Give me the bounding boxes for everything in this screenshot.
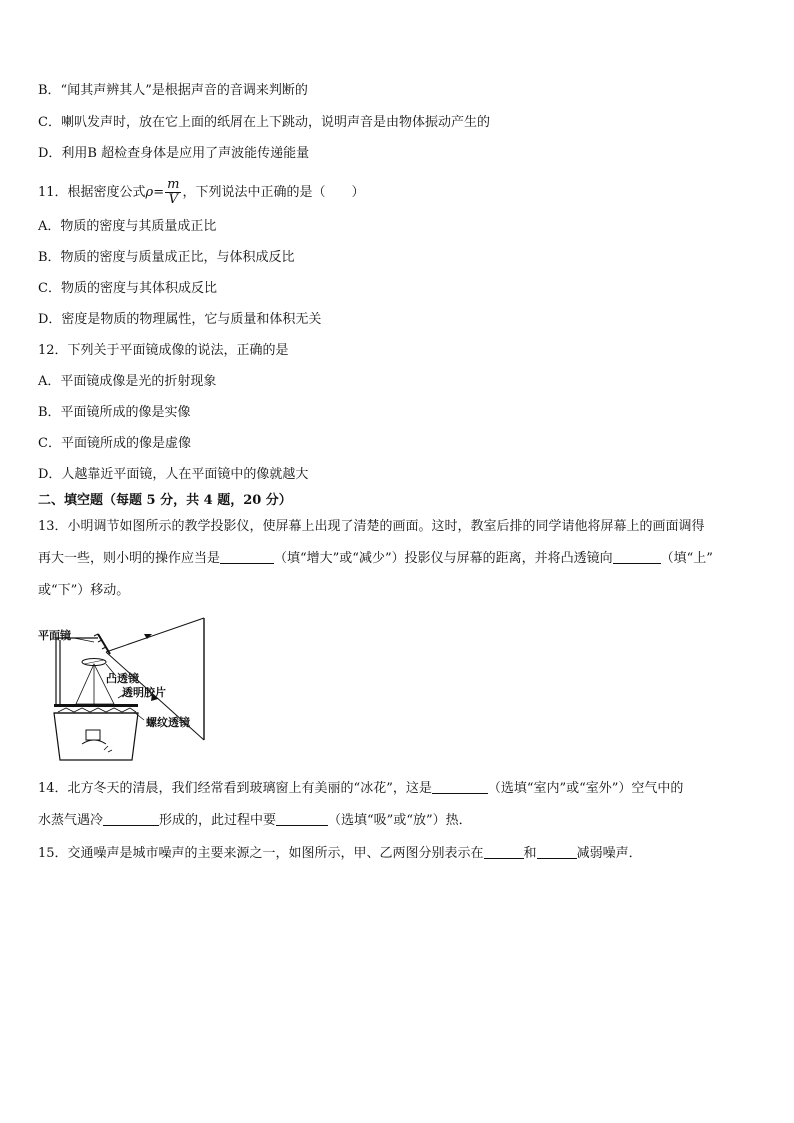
density-symbol: ρ <box>145 185 154 200</box>
q11-prefix: 11．根据密度公式 <box>38 185 146 200</box>
q12-option-a: A．平面镜成像是光的折射现象 <box>38 374 217 389</box>
q13-text-b: （填“增大”或“减少”）投影仪与屏幕的距离，并将凸透镜向 <box>274 551 613 566</box>
answer-blank[interactable] <box>103 813 159 826</box>
ray-top <box>106 618 204 652</box>
q11-option-b: B．物质的密度与质量成正比，与体积成反比 <box>38 250 295 265</box>
mirror-line <box>98 634 110 654</box>
q12-option-c: C．平面镜所成的像是虚像 <box>38 436 191 451</box>
q15-text-c: 减弱噪声． <box>576 846 642 861</box>
q10-option-c: C．喇叭发声时，放在它上面的纸屑在上下跳动，说明声音是由物体振动产生的 <box>38 115 490 130</box>
q14-line-2 <box>38 812 472 830</box>
q11-suffix: ，下列说法中正确的是（ ） <box>182 185 365 200</box>
label-fresnel: 螺纹透镜 <box>146 716 190 729</box>
q11-option-c: C．物质的密度与其体积成反比 <box>38 281 217 296</box>
answer-blank[interactable] <box>537 846 577 859</box>
q10-option-b: B．“闻其声辨其人”是根据声音的音调来判断的 <box>38 83 308 98</box>
q12-option-b: B．平面镜所成的像是实像 <box>38 405 191 420</box>
q15-text-b: 和 <box>523 846 537 861</box>
answer-blank[interactable] <box>613 551 661 564</box>
q14-text-a2: 水蒸气遇冷 <box>38 813 104 828</box>
support-arm <box>56 638 98 706</box>
film-plate <box>54 704 138 707</box>
q13-line-3: 或“下”）移动。 <box>38 583 130 598</box>
fraction-denominator: V <box>168 192 178 207</box>
q11-stem <box>38 178 364 207</box>
q12-stem: 12．下列关于平面镜成像的说法，正确的是 <box>38 343 289 358</box>
lamp-reflector <box>82 740 106 744</box>
answer-blank[interactable] <box>484 846 524 859</box>
lamp-spark <box>108 750 112 752</box>
answer-blank[interactable] <box>220 551 274 564</box>
lamp-bulb <box>86 730 100 740</box>
q13-line-1: 13．小明调节如图所示的教学投影仪，使屏幕上出现了清楚的画面。这时，教室后排的同学请他将屏幕上的画面调得 <box>38 519 705 534</box>
fresnel-lens <box>58 708 136 712</box>
section-2-heading: 二、填空题（每题 5 分，共 4 题，20 分） <box>38 493 292 508</box>
projector-diagram <box>36 612 226 764</box>
label-mirror: 平面镜 <box>38 629 71 642</box>
q12-option-d: D．人越靠近平面镜，人在平面镜中的像就越大 <box>38 467 309 482</box>
projector-base <box>54 713 138 760</box>
equals-sign: = <box>153 185 165 200</box>
q15-stem <box>38 845 642 863</box>
q14-text-b2: 形成的，此过程中要 <box>159 813 277 828</box>
q14-line-1 <box>38 780 683 798</box>
fraction-numerator: m <box>167 177 180 192</box>
q13-text-a: 再大一些，则小明的操作应当是 <box>38 551 221 566</box>
density-fraction <box>165 178 181 207</box>
q15-text-a: 15．交通噪声是城市噪声的主要来源之一，如图所示，甲、乙两图分别表示在 <box>38 846 484 861</box>
mirror-hatch <box>94 634 98 636</box>
q14-text-a: 14．北方冬天的清晨，我们经常看到玻璃窗上有美丽的“冰花”，这是 <box>38 781 432 796</box>
q13-text-c: （填“上” <box>660 551 713 566</box>
lamp-spark <box>104 746 108 750</box>
q11-option-a: A．物质的密度与其质量成正比 <box>38 219 217 234</box>
label-convex: 凸透镜 <box>106 672 139 685</box>
answer-blank[interactable] <box>432 781 488 794</box>
q14-text-b: （选填“室内”或“室外”）空气中的 <box>487 781 684 796</box>
leader-fresnel <box>134 712 144 720</box>
q13-line-2 <box>38 550 713 568</box>
answer-blank[interactable] <box>276 813 328 826</box>
label-film: 透明胶片 <box>122 686 166 699</box>
q10-option-d: D．利用B 超检查身体是应用了声波能传递能量 <box>38 146 310 161</box>
q11-option-d: D．密度是物质的物理属性，它与质量和体积无关 <box>38 312 322 327</box>
q14-text-c2: （选填“吸”或“放”）热． <box>328 813 472 828</box>
